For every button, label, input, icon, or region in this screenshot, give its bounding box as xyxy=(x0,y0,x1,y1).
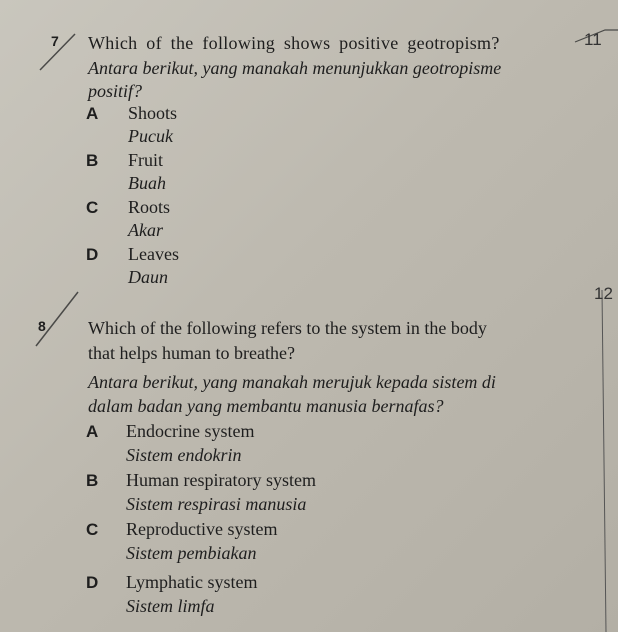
question-7-stem-malay-line2: positif? xyxy=(88,81,143,101)
q8-option-a-malay: Sistem endokrin xyxy=(126,445,242,465)
q7-option-d-malay: Daun xyxy=(128,267,168,287)
q8-option-a-letter: A xyxy=(86,422,99,441)
q8-option-c-letter: C xyxy=(86,520,99,539)
q7-option-c-malay: Akar xyxy=(128,220,163,240)
q8-option-b-malay: Sistem respirasi manusia xyxy=(126,494,307,514)
q7-option-b-english[interactable]: Fruit xyxy=(128,150,164,170)
question-7-stem-malay-line1: Antara berikut, yang manakah menunjukkan geotropisme xyxy=(88,58,502,78)
q7-option-b-malay: Buah xyxy=(128,173,166,193)
q8-option-d-malay: Sistem limfa xyxy=(126,596,215,616)
question-8-number: 8 xyxy=(38,318,46,334)
q8-option-b-letter: B xyxy=(86,471,99,490)
q7-option-a-english[interactable]: Shoots xyxy=(128,103,178,123)
q8-option-c-malay: Sistem pembiakan xyxy=(126,543,257,563)
question-8-stem-english-line2: that helps human to breathe? xyxy=(88,343,295,363)
q7-option-b-letter: B xyxy=(86,151,99,170)
q7-option-c-english[interactable]: Roots xyxy=(128,197,171,217)
q7-option-c-letter: C xyxy=(86,198,99,217)
q8-option-d-letter: D xyxy=(86,573,99,592)
q8-option-d-english[interactable]: Lymphatic system xyxy=(126,572,258,592)
question-8-stem-malay-line1: Antara berikut, yang manakah merujuk kepada sistem di xyxy=(88,372,496,392)
question-8-stem-malay-line2: dalam badan yang membantu manusia bernafas? xyxy=(88,396,444,416)
q7-option-a-malay: Pucuk xyxy=(128,126,173,146)
margin-mark-12: 12 xyxy=(594,284,613,303)
question-7-number: 7 xyxy=(51,33,59,49)
question-7-stem-english: Which of the following shows positive geotropism? xyxy=(88,33,500,53)
q7-option-d-english[interactable]: Leaves xyxy=(128,244,179,264)
q8-option-c-english[interactable]: Reproductive system xyxy=(126,519,278,539)
q8-option-b-english[interactable]: Human respiratory system xyxy=(126,470,316,490)
q7-option-a-letter: A xyxy=(86,104,99,123)
margin-mark-11: 11 xyxy=(584,30,602,49)
q8-option-a-english[interactable]: Endocrine system xyxy=(126,421,255,441)
q7-option-d-letter: D xyxy=(86,245,99,264)
question-8-stem-english-line1: Which of the following refers to the system in the body xyxy=(88,318,487,338)
